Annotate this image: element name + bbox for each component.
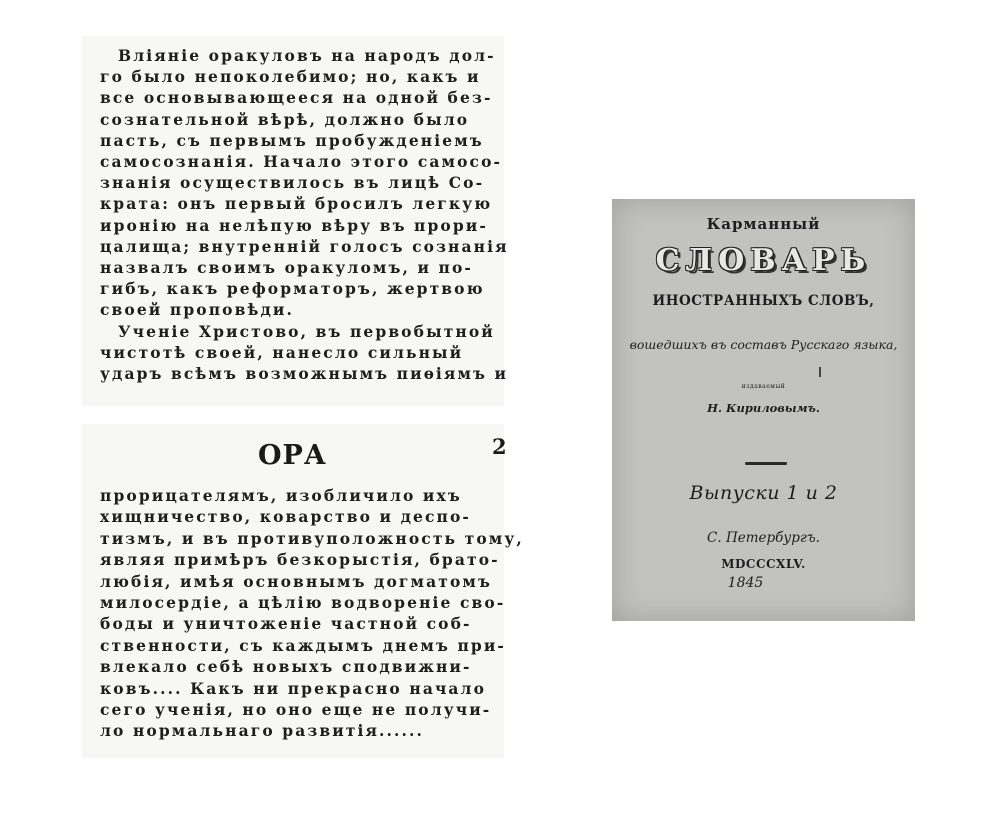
handwritten-year: 1845 [727,575,764,591]
text-line: милосердіе, а цѣлію водвореніе сво- [100,593,506,612]
text-line: сего ученія, но оно еще не получи- [100,700,492,719]
title-description: вошедшихъ въ составъ Русскаго языка, [629,337,898,352]
text-line: ственности, съ каждымъ днемъ при- [100,635,506,655]
text-line: самосознанія. Начало этого самосо- [100,152,503,171]
title-byline: издаваемый [741,383,786,390]
text-line: влекало себѣ новыхъ сподвижни- [100,657,472,677]
text-line: крата: онъ первый бросилъ легкую [100,194,493,214]
text-line: ковъ.... Какъ ни прекрасно начало [100,678,487,698]
text-line: чистотѣ своей, нанесло сильный [100,342,464,362]
title-author: Н. Кириловымъ. [707,401,820,415]
title-city: С. Петербургъ. [707,530,820,546]
text-line: ударъ всѣмъ возможнымъ пиѳіямъ и [100,364,509,383]
text-line: Вліяніе оракуловъ на народъ дол- [118,46,496,65]
text-line: Ученіе Христово, въ первобытной [118,321,495,341]
text-page-scan [82,36,524,758]
text-line: цалища; внутренній голосъ сознанія [100,236,509,256]
title-kind: Карманный [706,215,821,233]
text-line: все основывающееся на одной без- [100,88,493,108]
title-page-scan [612,199,915,621]
title-subtitle: ИНОСТРАННЫХЪ СЛОВЪ, [652,293,875,309]
text-line: любія, имѣя основнымъ догматомъ [100,571,492,591]
text-line: гибъ, какъ реформаторъ, жертвою [100,279,485,299]
text-line: го было непоколебимо; но, какъ и [100,67,481,87]
handwritten-issue-note: Выпуски 1 и 2 [689,482,838,504]
ink-mark [819,367,821,377]
text-line: своей проповѣди. [100,300,294,320]
text-line: назвалъ своимъ оракуломъ, и по- [100,258,473,277]
text-line: тизмъ, и въ противуположность тому, [100,528,524,548]
text-line: сознательной вѣрѣ, должно было [100,109,470,129]
text-line: знанія осуществилось въ лицѣ Со- [100,173,485,193]
title-year-roman: MDCCCXLV. [721,557,806,571]
text-line: являя примѣръ безкорыстія, брато- [100,550,500,570]
text-line: иронію на нелѣпую вѣру въ прори- [100,215,488,235]
text-line: ло нормальнаго развитія...... [100,721,425,741]
title-main: СЛОВАРЬ [655,243,872,278]
page-heading: ОРА [258,440,327,471]
text-line: прорицателямъ, изобличило ихъ [100,486,462,505]
text-line: хищничество, коварство и деспо- [100,507,471,527]
text-line: пасть, съ первымъ пробужденіемъ [100,130,484,150]
text-line: боды и уничтоженіе частной соб- [100,614,472,634]
ornament-rule [745,462,787,465]
page-break [82,406,504,424]
page-number: 2 [492,434,507,459]
